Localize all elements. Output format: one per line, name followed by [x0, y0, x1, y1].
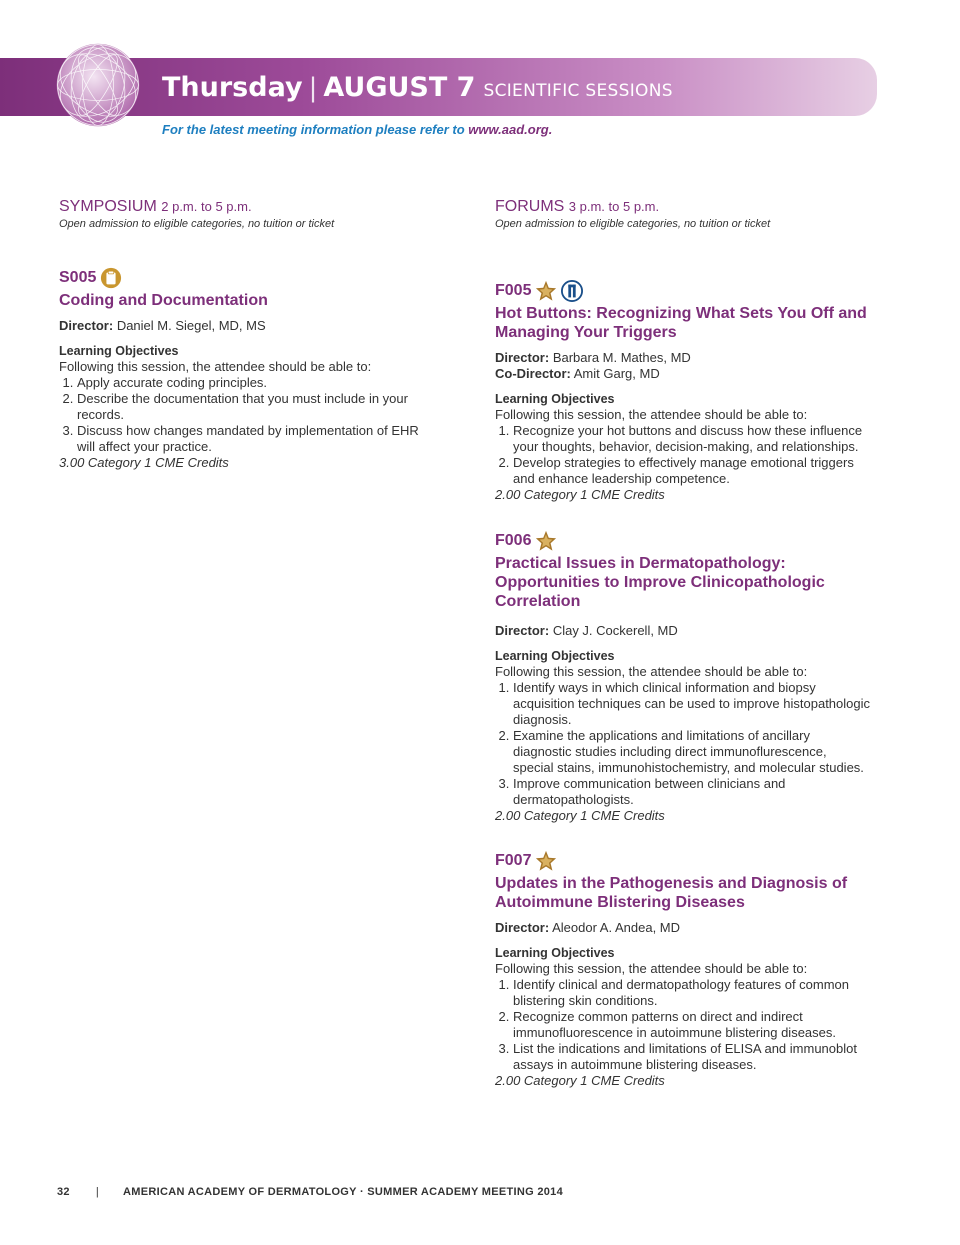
session-title: Hot Buttons: Recognizing What Sets You Off and Managing Your Triggers — [495, 305, 867, 341]
session-director — [495, 623, 870, 639]
title-day: Thursday — [162, 72, 303, 103]
globe-logo-icon — [55, 42, 141, 128]
title-separator: | — [308, 73, 318, 103]
learning-objectives-heading: Learning Objectives — [59, 344, 179, 358]
session-code-text: F006 — [495, 532, 532, 549]
director-name: Clay J. Cockerell, MD — [552, 623, 678, 638]
session-code-text: S005 — [59, 269, 97, 286]
new-star-icon — [535, 850, 557, 872]
title-subtitle: SCIENTIFIC SESSIONS — [483, 81, 673, 101]
objectives-intro: Following this session, the attendee should be able to: — [495, 407, 808, 422]
new-star-icon — [535, 530, 557, 552]
symposium-time: 2 p.m. to 5 p.m. — [161, 199, 252, 214]
objectives-list — [495, 680, 870, 808]
new-star-icon — [535, 280, 557, 302]
session-director — [495, 920, 870, 936]
director-label: Director: — [495, 350, 550, 365]
director-label: Director: — [59, 318, 114, 333]
title-date: AUGUST 7 — [323, 72, 476, 103]
forums-time: 3 p.m. to 5 p.m. — [568, 199, 660, 214]
codirector-label: Co-Director: — [495, 366, 571, 381]
session-credits: 2.00 Category 1 CME Credits — [495, 808, 665, 823]
footer-separator: | — [95, 1186, 100, 1198]
list-item: 1. Apply accurate coding principles. — [77, 375, 429, 391]
objectives-list — [495, 977, 870, 1073]
list-item: 3. Improve communication between clinicians and dermatopathologists. — [513, 776, 870, 808]
session-s005 — [59, 267, 429, 471]
symposium-note: Open admission to eligible categories, no tuition or ticket — [59, 218, 335, 230]
forums-label: FORUMS — [495, 198, 565, 215]
symposium-heading — [59, 198, 429, 216]
symposium-label: SYMPOSIUM — [59, 198, 157, 215]
session-title: Practical Issues in Dermatopathology: Opportunities to Improve Clinicopathologic Correlation — [495, 555, 825, 610]
session-f007 — [495, 850, 870, 1089]
session-code — [495, 530, 870, 552]
page-number: 32 — [57, 1186, 70, 1198]
list-item: 2. Describe the documentation that you must include in your records. — [77, 391, 429, 423]
page-footer — [57, 1186, 563, 1198]
objectives-intro: Following this session, the attendee should be able to: — [495, 961, 808, 976]
objectives-list — [59, 375, 429, 455]
objectives-intro: Following this session, the attendee should be able to: — [59, 359, 372, 374]
objectives-intro: Following this session, the attendee should be able to: — [495, 664, 808, 679]
session-director — [59, 318, 429, 334]
list-item: 3. Discuss how changes mandated by implementation of EHR will affect your practice. — [77, 423, 429, 455]
director-name: Aleodor A. Andea, MD — [552, 920, 681, 935]
director-name: Daniel M. Siegel, MD, MS — [116, 318, 266, 333]
list-item: 2. Examine the applications and limitations of ancillary diagnostic studies including direct immunoflurescence, special stains, immunohistochemistry, and molecular studies. — [513, 728, 870, 776]
list-item: 1. Identify clinical and dermatopathology features of common blistering skin conditions. — [513, 977, 870, 1009]
session-f005 — [495, 280, 870, 503]
page-title — [162, 72, 673, 103]
session-director — [495, 350, 870, 366]
session-f006 — [495, 530, 870, 824]
forums-note: Open admission to eligible categories, no tuition or ticket — [495, 218, 771, 230]
session-credits: 3.00 Category 1 CME Credits — [59, 455, 229, 470]
info-line — [162, 122, 552, 137]
session-codirector — [495, 366, 870, 382]
director-label: Director: — [495, 623, 550, 638]
codirector-name: Amit Garg, MD — [573, 366, 660, 381]
list-item: 1. Recognize your hot buttons and discuss how these influence your thoughts, behavior, decision-making, and relationships. — [513, 423, 870, 455]
list-item: 2. Recognize common patterns on direct and indirect immunofluorescence in autoimmune blistering diseases. — [513, 1009, 870, 1041]
handout-icon — [100, 267, 122, 289]
session-credits: 2.00 Category 1 CME Credits — [495, 487, 665, 502]
director-label: Director: — [495, 920, 550, 935]
session-code — [495, 280, 870, 302]
session-code — [495, 850, 870, 872]
forums-column — [495, 198, 870, 1089]
objectives-list — [495, 423, 870, 487]
session-credits: 2.00 Category 1 CME Credits — [495, 1073, 665, 1088]
list-item: 1. Identify ways in which clinical information and biopsy acquisition techniques can be used to improve histopathologic diagnosis. — [513, 680, 870, 728]
list-item: 3. List the indications and limitations of ELISA and immunoblot assays in autoimmune blistering diseases. — [513, 1041, 870, 1073]
session-title: Updates in the Pathogenesis and Diagnosis of Autoimmune Blistering Diseases — [495, 875, 848, 911]
info-prefix: For the latest meeting information please refer to — [162, 122, 465, 137]
info-url-link[interactable]: www.aad.org. — [468, 122, 553, 137]
symposium-column — [59, 198, 429, 471]
forums-heading — [495, 198, 870, 216]
session-title: Coding and Documentation — [59, 292, 268, 309]
learning-objectives-heading: Learning Objectives — [495, 392, 615, 406]
learning-objectives-heading: Learning Objectives — [495, 649, 615, 663]
session-code-text: F007 — [495, 852, 532, 869]
director-name: Barbara M. Mathes, MD — [552, 350, 691, 365]
footer-text: AMERICAN ACADEMY OF DERMATOLOGY · SUMMER ACADEMY MEETING 2014 — [123, 1186, 564, 1198]
session-code-text: F005 — [495, 282, 532, 299]
session-code — [59, 267, 429, 289]
leadership-icon — [561, 280, 583, 302]
list-item: 2. Develop strategies to effectively manage emotional triggers and enhance leadership competence. — [513, 455, 870, 487]
learning-objectives-heading: Learning Objectives — [495, 946, 615, 960]
